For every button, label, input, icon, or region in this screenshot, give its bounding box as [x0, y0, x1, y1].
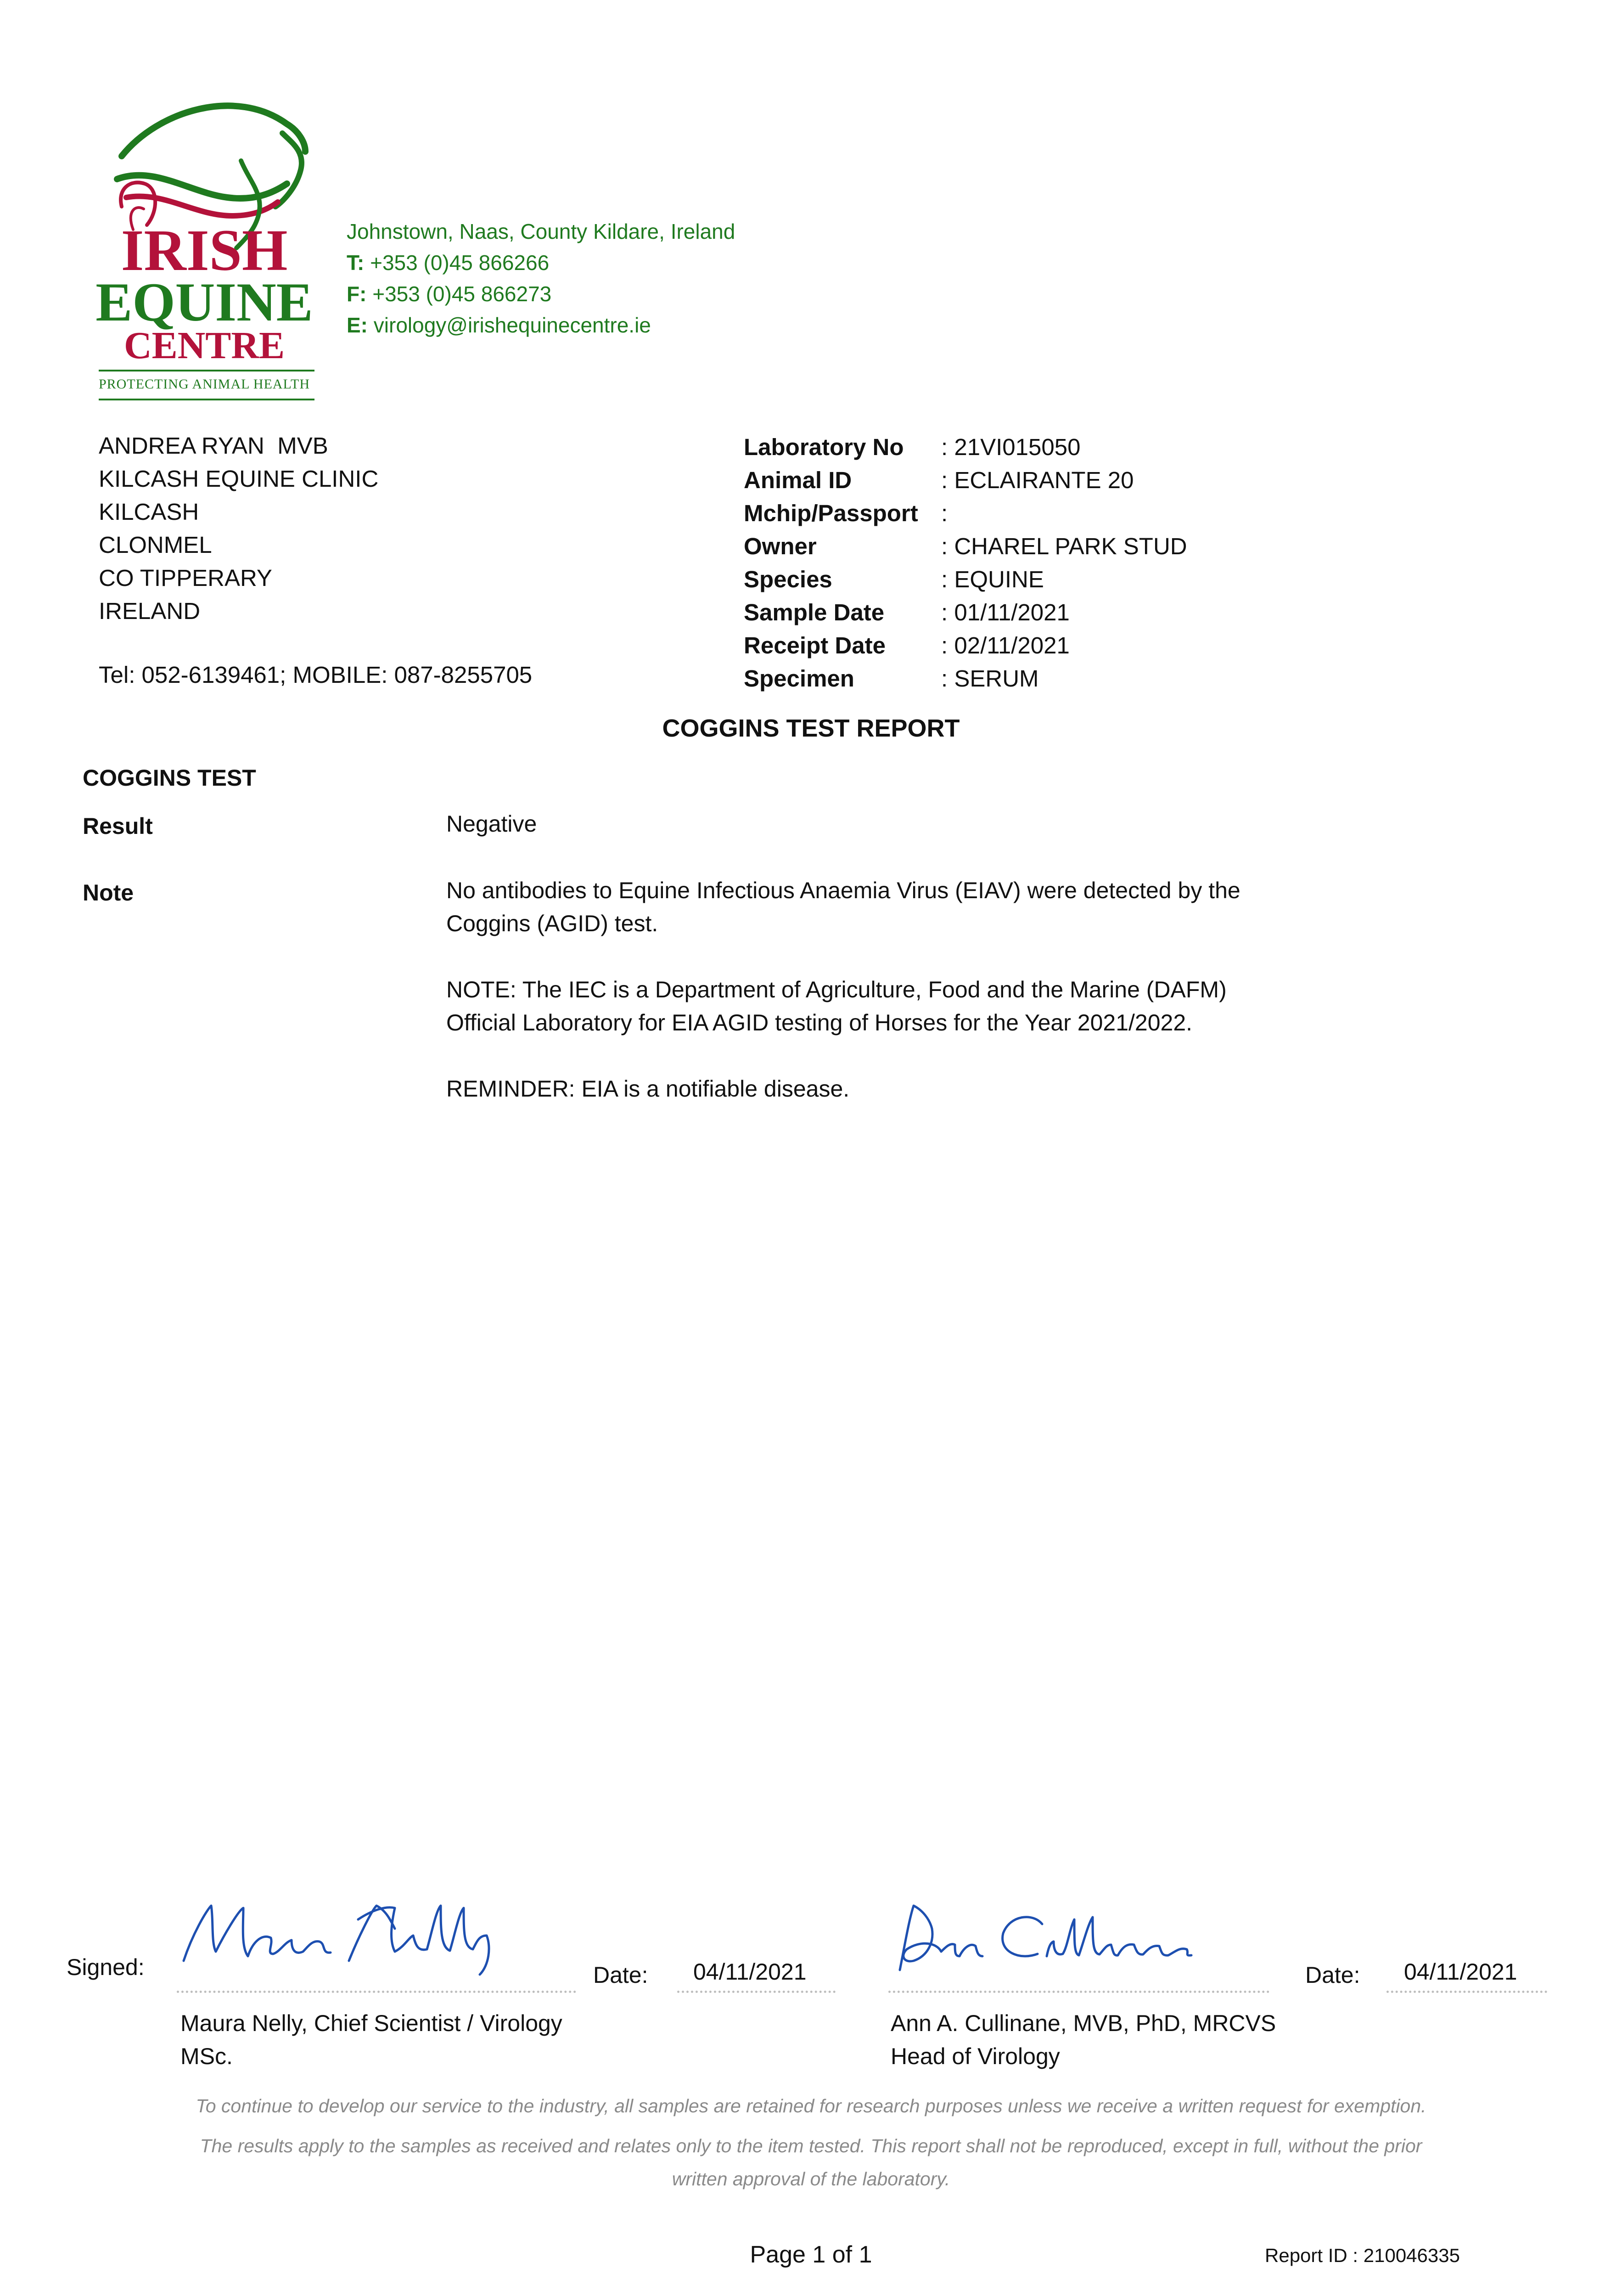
date-label-left: Date: [593, 1962, 648, 1988]
recipient-address [99, 429, 378, 628]
signer-right [891, 2007, 1276, 2073]
recipient-line: CLONMEL [99, 532, 212, 558]
date-line-left [677, 1991, 836, 1993]
info-row: Receipt Date : 02/11/2021 [744, 632, 1070, 658]
signer-right-title: Head of Virology [891, 2043, 1060, 2069]
logo-line-irish: IRISH [121, 218, 288, 283]
signature-line-left [177, 1991, 576, 1993]
result-value: Negative [446, 811, 537, 837]
signature-right [886, 1892, 1217, 1979]
org-email: E: virology@irishequinecentre.ie [347, 313, 651, 337]
signed-label: Signed: [67, 1954, 145, 1980]
signature-line-right [888, 1991, 1269, 1993]
signer-left-name: Maura Nelly, Chief Scientist / Virology [180, 2010, 562, 2036]
result-label: Result [83, 813, 153, 839]
signer-left-title: MSc. [180, 2043, 233, 2069]
logo-line-centre: CENTRE [123, 324, 285, 367]
info-row: Mchip/Passport : [744, 500, 948, 526]
date-line-right [1386, 1991, 1547, 1993]
org-fax: F: +353 (0)45 866273 [347, 282, 552, 306]
recipient-line: IRELAND [99, 598, 201, 624]
disclaimer-line: The results apply to the samples as received and relates only to the item tested. This report shall not be reproduced, except in full, without the prior [200, 2135, 1422, 2156]
disclaimer-line: written approval of the laboratory. [672, 2168, 950, 2189]
info-row: Animal ID : ECLAIRANTE 20 [744, 467, 1134, 493]
recipient-tel: Tel: 052-6139461; MOBILE: 087-8255705 [99, 662, 533, 688]
note-paragraph: REMINDER: EIA is a notifiable disease. [446, 1076, 850, 1102]
footer-disclaimer [0, 2089, 1622, 2195]
recipient-line: KILCASH EQUINE CLINIC [99, 466, 379, 492]
note-label: Note [83, 880, 134, 906]
signature-left [174, 1892, 505, 1979]
page-number: Page 1 of 1 [750, 2241, 872, 2268]
logo-rule-bottom [99, 399, 314, 400]
note-paragraph: No antibodies to Equine Infectious Anaemia Virus (EIAV) were detected by the Coggins (AGID) test. [446, 878, 1240, 936]
sample-info [744, 431, 1187, 695]
logo-line-equine: EQUINE [95, 271, 313, 332]
date-label-right: Date: [1305, 1962, 1360, 1988]
report-id: Report ID : 210046335 [1265, 2245, 1460, 2266]
info-row: Specimen : SERUM [744, 665, 1039, 692]
recipient-line: ANDREA RYAN MVB [99, 433, 328, 459]
signer-right-name: Ann A. Cullinane, MVB, PhD, MRCVS [891, 2010, 1276, 2036]
signer-left [180, 2007, 562, 2073]
info-row: Sample Date : 01/11/2021 [744, 599, 1070, 625]
info-row: Owner : CHAREL PARK STUD [744, 533, 1187, 559]
note-paragraph: NOTE: The IEC is a Department of Agriculture, Food and the Marine (DAFM) Official Laboratory for EIA AGID testing of Horses for the Year 2021/2022. [446, 977, 1227, 1035]
recipient-line: CO TIPPERARY [99, 565, 272, 591]
org-contact [347, 216, 735, 341]
org-address: Johnstown, Naas, County Kildare, Ireland [347, 219, 735, 243]
logo-rule [99, 370, 314, 371]
info-row: Laboratory No : 21VI015050 [744, 434, 1081, 460]
logo-tagline: PROTECTING ANIMAL HEALTH [98, 377, 310, 392]
org-tel: T: +353 (0)45 866266 [347, 251, 550, 275]
report-title: COGGINS TEST REPORT [662, 715, 960, 742]
disclaimer-line: To continue to develop our service to the industry, all samples are retained for research purposes unless we receive a written request for exemption. [196, 2095, 1426, 2116]
recipient-line: KILCASH [99, 499, 199, 525]
date-value-right: 04/11/2021 [1404, 1959, 1517, 1985]
section-heading: COGGINS TEST [83, 765, 256, 791]
date-value-left: 04/11/2021 [693, 1959, 807, 1985]
note-text [446, 874, 1268, 1138]
info-row: Species : EQUINE [744, 566, 1044, 592]
org-logo [90, 92, 328, 404]
